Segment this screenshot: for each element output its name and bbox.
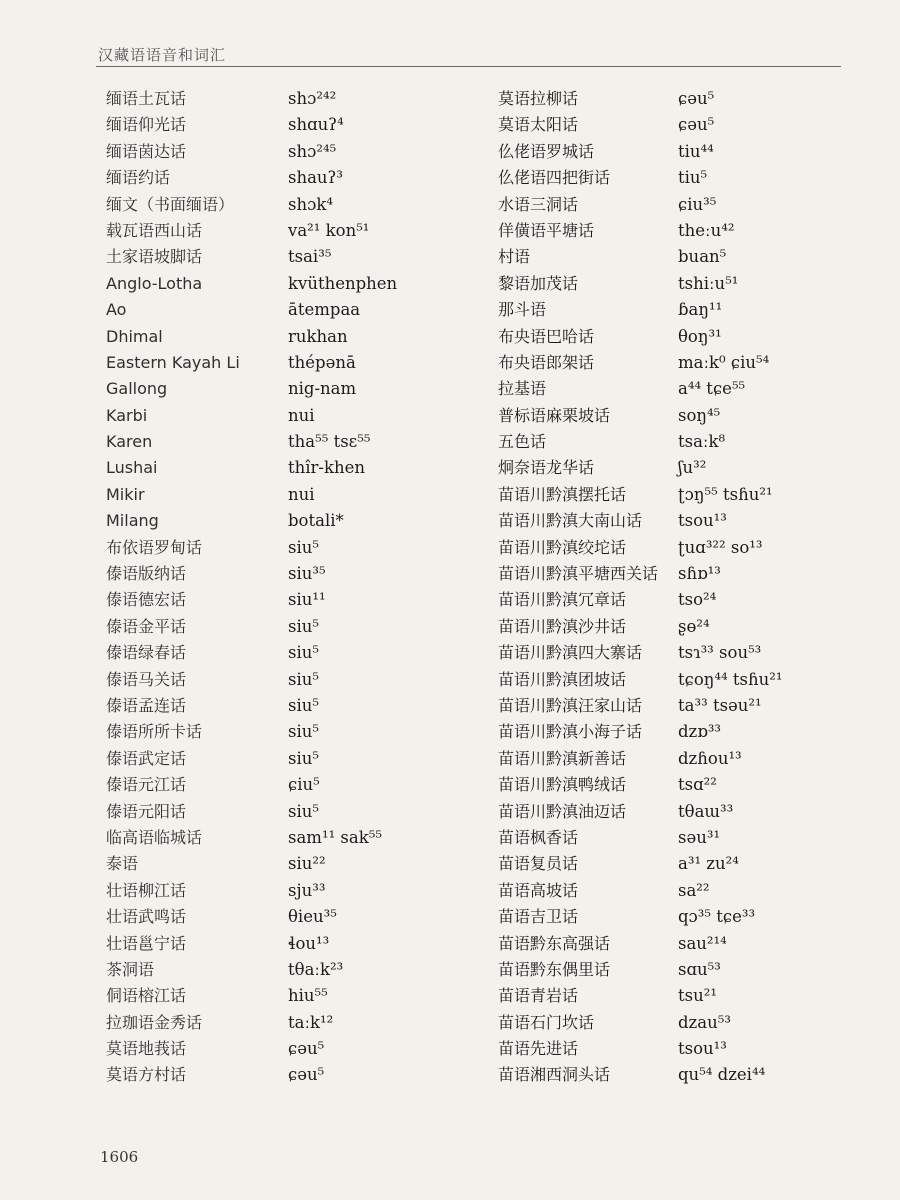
word-form: ʈuɑ³²² so¹³ bbox=[678, 537, 763, 557]
language-name: 五色话 bbox=[498, 432, 547, 452]
word-entry bbox=[106, 746, 486, 772]
language-name: 缅语约话 bbox=[106, 168, 171, 188]
header-rule bbox=[96, 66, 841, 67]
word-entry bbox=[498, 297, 838, 323]
word-form: siu⁵ bbox=[288, 643, 319, 663]
word-entry bbox=[106, 878, 486, 904]
language-name: 苗语川黔滇绞坨话 bbox=[498, 537, 627, 557]
language-name: 苗语川黔滇平塘西关话 bbox=[498, 564, 659, 584]
language-name: 苗语川黔滇新善话 bbox=[498, 748, 627, 768]
word-entry bbox=[498, 165, 838, 191]
language-name: Ao bbox=[106, 300, 127, 320]
word-entry bbox=[106, 297, 486, 323]
word-form: buan⁵ bbox=[678, 247, 727, 267]
word-form: ɕəu⁵ bbox=[678, 115, 715, 135]
word-form: dzɦou¹³ bbox=[678, 748, 742, 768]
word-entry bbox=[106, 508, 486, 534]
language-name: 苗语先进话 bbox=[498, 1039, 579, 1059]
word-form: səu³¹ bbox=[678, 827, 721, 847]
word-form: ātempaa bbox=[288, 300, 361, 320]
language-name: 仫佬语罗城话 bbox=[498, 141, 595, 161]
language-name: 缅语土瓦话 bbox=[106, 89, 187, 108]
word-form: hiu⁵⁵ bbox=[288, 986, 328, 1006]
language-name: 莫语方村话 bbox=[106, 1065, 187, 1085]
word-form: sɦɒ¹³ bbox=[678, 564, 721, 584]
word-form: thîr-khen bbox=[288, 458, 366, 478]
word-entry bbox=[106, 587, 486, 613]
language-name: Eastern Kayah Li bbox=[106, 352, 240, 372]
language-name: 苗语青岩话 bbox=[498, 986, 579, 1006]
word-entry bbox=[498, 86, 838, 112]
word-entry bbox=[106, 482, 486, 508]
word-entry bbox=[498, 324, 838, 350]
language-name: 壮语武鸣话 bbox=[106, 907, 187, 927]
page-header bbox=[96, 40, 836, 70]
word-entry bbox=[498, 878, 838, 904]
language-name: 苗语川黔滇鸭绒话 bbox=[498, 775, 627, 795]
language-name: 拉珈语金秀话 bbox=[106, 1012, 203, 1032]
word-entry bbox=[498, 1010, 838, 1036]
word-entry bbox=[498, 719, 838, 745]
language-name: Milang bbox=[106, 511, 159, 531]
language-name: 傣语德宏话 bbox=[106, 590, 187, 610]
word-entry bbox=[106, 271, 486, 297]
language-name: 傣语武定话 bbox=[106, 748, 187, 768]
word-entry bbox=[106, 165, 486, 191]
word-entry bbox=[498, 403, 838, 429]
language-name: 缅文（书面缅语） bbox=[106, 194, 235, 214]
language-name: 傣语所所卡话 bbox=[106, 722, 203, 742]
language-name: 苗语川黔滇小海子话 bbox=[498, 722, 643, 742]
word-entry bbox=[106, 86, 486, 112]
word-entry bbox=[106, 693, 486, 719]
word-entry bbox=[498, 693, 838, 719]
word-entry bbox=[498, 851, 838, 877]
word-entry bbox=[498, 640, 838, 666]
word-entry bbox=[106, 535, 486, 561]
word-entry bbox=[106, 957, 486, 983]
word-entry bbox=[498, 746, 838, 772]
left-column bbox=[106, 86, 486, 1089]
language-name: Mikir bbox=[106, 484, 145, 504]
word-entry bbox=[498, 482, 838, 508]
word-entry bbox=[106, 112, 486, 138]
word-form: ɕiu⁵ bbox=[288, 775, 320, 795]
word-form: shauʔ³ bbox=[288, 168, 344, 188]
word-form: siu⁵ bbox=[288, 616, 319, 636]
word-entry bbox=[106, 1010, 486, 1036]
language-name: 莫语拉柳话 bbox=[498, 89, 579, 108]
language-name: 炯奈语龙华话 bbox=[498, 458, 595, 478]
word-form: siu¹¹ bbox=[288, 590, 326, 610]
word-form: ɕiu³⁵ bbox=[678, 194, 717, 214]
word-entry bbox=[106, 403, 486, 429]
word-entry bbox=[106, 983, 486, 1009]
word-form: shɔ²⁴² bbox=[288, 89, 337, 108]
word-form: tsɑ²² bbox=[678, 775, 717, 795]
word-form: sau²¹⁴ bbox=[678, 933, 727, 953]
word-form: tsai³⁵ bbox=[288, 247, 332, 267]
word-entry bbox=[498, 983, 838, 1009]
word-form: dzau⁵³ bbox=[678, 1012, 731, 1032]
word-form: siu²² bbox=[288, 854, 326, 874]
word-entry bbox=[106, 139, 486, 165]
word-entry bbox=[106, 825, 486, 851]
language-name: 临高语临城话 bbox=[106, 827, 203, 847]
language-name: 苗语复员话 bbox=[498, 854, 579, 874]
word-form: shɔ²⁴⁵ bbox=[288, 141, 337, 161]
word-entry bbox=[498, 904, 838, 930]
word-entry bbox=[106, 376, 486, 402]
word-entry bbox=[498, 218, 838, 244]
word-form: nig-nam bbox=[288, 379, 357, 399]
word-form: tshiːu⁵¹ bbox=[678, 273, 739, 293]
language-name: 载瓦语西山话 bbox=[106, 220, 203, 240]
language-name: 土家语坡脚话 bbox=[106, 247, 203, 267]
language-name: 傣语孟连话 bbox=[106, 695, 187, 715]
word-form: a⁴⁴ tɕe⁵⁵ bbox=[678, 379, 746, 399]
language-name: 仫佬语四把街话 bbox=[498, 168, 611, 188]
language-name: 水语三洞话 bbox=[498, 194, 579, 214]
word-form: dzɒ³³ bbox=[678, 722, 722, 742]
language-name: 苗语川黔滇团坡话 bbox=[498, 669, 627, 689]
language-name: 村语 bbox=[498, 247, 531, 267]
language-name: 缅语仰光话 bbox=[106, 115, 187, 135]
language-name: 苗语川黔滇油迈话 bbox=[498, 801, 627, 821]
language-name: 茶洞语 bbox=[106, 959, 155, 979]
word-entry bbox=[106, 244, 486, 270]
word-form: qu⁵⁴ dzei⁴⁴ bbox=[678, 1065, 766, 1085]
word-entry bbox=[106, 772, 486, 798]
word-form: tiu⁴⁴ bbox=[678, 141, 714, 161]
language-name: 侗语榕江话 bbox=[106, 986, 187, 1006]
word-form: sa²² bbox=[678, 880, 710, 900]
language-name: 傣语绿春话 bbox=[106, 643, 187, 663]
word-form: tiu⁵ bbox=[678, 168, 708, 188]
language-name: 傣语马关话 bbox=[106, 669, 187, 689]
word-form: siu⁵ bbox=[288, 537, 319, 557]
language-name: 苗语川黔滇四大寨话 bbox=[498, 643, 643, 663]
word-form: tsaːk⁸ bbox=[678, 432, 726, 452]
word-entry bbox=[498, 508, 838, 534]
language-name: 泰语 bbox=[106, 854, 139, 874]
word-entry bbox=[106, 851, 486, 877]
language-name: 壮语柳江话 bbox=[106, 880, 187, 900]
word-form: theːu⁴² bbox=[678, 220, 735, 240]
word-entry bbox=[106, 192, 486, 218]
language-name: 傣语元江话 bbox=[106, 775, 187, 795]
word-entry bbox=[498, 561, 838, 587]
word-form: taːk¹² bbox=[288, 1012, 334, 1032]
word-entry bbox=[498, 825, 838, 851]
word-form: tsɿ³³ sou⁵³ bbox=[678, 643, 762, 663]
word-entry bbox=[106, 455, 486, 481]
word-form: tsou¹³ bbox=[678, 1039, 727, 1059]
word-entry bbox=[106, 640, 486, 666]
language-name: 壮语邕宁话 bbox=[106, 933, 187, 953]
language-name: 普标语麻栗坡话 bbox=[498, 405, 611, 425]
word-form: siu⁵ bbox=[288, 801, 319, 821]
word-form: ɕəu⁵ bbox=[678, 89, 715, 108]
language-name: 佯僙语平塘话 bbox=[498, 220, 595, 240]
word-form: tsou¹³ bbox=[678, 511, 727, 531]
word-form: siu³⁵ bbox=[288, 564, 326, 584]
word-form: nui bbox=[288, 405, 315, 425]
language-name: Karen bbox=[106, 432, 153, 452]
language-name: 苗语吉卫话 bbox=[498, 907, 579, 927]
language-name: 布央语巴哈话 bbox=[498, 326, 595, 346]
word-entry bbox=[106, 719, 486, 745]
language-name: 苗语枫香话 bbox=[498, 827, 579, 847]
word-form: thépənā bbox=[288, 352, 356, 372]
language-name: 莫语太阳话 bbox=[498, 115, 579, 135]
word-entry bbox=[498, 376, 838, 402]
word-form: siu⁵ bbox=[288, 722, 319, 742]
word-form: shɑuʔ⁴ bbox=[288, 115, 344, 135]
word-entry bbox=[498, 112, 838, 138]
word-entry bbox=[106, 667, 486, 693]
language-name: 苗语湘西洞头话 bbox=[498, 1065, 611, 1085]
language-name: Karbi bbox=[106, 405, 148, 425]
language-name: 苗语川黔滇大南山话 bbox=[498, 511, 643, 531]
word-entry bbox=[498, 139, 838, 165]
word-entry bbox=[498, 350, 838, 376]
word-form: soŋ⁴⁵ bbox=[678, 405, 721, 425]
language-name: 布依语罗甸话 bbox=[106, 537, 203, 557]
right-column bbox=[498, 86, 838, 1089]
word-entry bbox=[498, 614, 838, 640]
word-entry bbox=[498, 271, 838, 297]
language-name: 苗语川黔滇冗章话 bbox=[498, 590, 627, 610]
language-name: 苗语黔东偶里话 bbox=[498, 959, 611, 979]
language-name: 缅语茵达话 bbox=[106, 141, 187, 161]
language-name: 拉基语 bbox=[498, 379, 547, 399]
word-entry bbox=[106, 1036, 486, 1062]
language-name: Anglo-Lotha bbox=[106, 273, 203, 293]
language-name: 傣语金平话 bbox=[106, 616, 187, 636]
language-name: 苗语黔东高强话 bbox=[498, 933, 611, 953]
language-name: 傣语版纳话 bbox=[106, 564, 187, 584]
word-entry bbox=[106, 324, 486, 350]
word-form: tha⁵⁵ tsɛ⁵⁵ bbox=[288, 432, 371, 452]
word-form: nui bbox=[288, 484, 315, 504]
word-form: θieu³⁵ bbox=[288, 907, 337, 927]
word-entry bbox=[498, 429, 838, 455]
language-name: Gallong bbox=[106, 379, 168, 399]
word-form: botali* bbox=[288, 511, 344, 531]
word-entry bbox=[498, 244, 838, 270]
word-entry bbox=[498, 799, 838, 825]
language-name: 苗语川黔滇汪家山话 bbox=[498, 695, 643, 715]
word-entry bbox=[106, 931, 486, 957]
word-entry bbox=[106, 614, 486, 640]
language-name: 苗语高坡话 bbox=[498, 880, 579, 900]
word-form: ɬou¹³ bbox=[288, 933, 330, 953]
word-form: ɕəu⁵ bbox=[288, 1039, 325, 1059]
word-form: siu⁵ bbox=[288, 695, 319, 715]
language-name: 苗语石门坎话 bbox=[498, 1012, 595, 1032]
word-form: shɔk⁴ bbox=[288, 194, 333, 214]
language-name: Lushai bbox=[106, 458, 158, 478]
word-form: sju³³ bbox=[288, 880, 326, 900]
word-form: ɓaŋ¹¹ bbox=[678, 300, 723, 320]
language-name: Dhimal bbox=[106, 326, 163, 346]
running-head: 汉藏语语音和词汇 bbox=[98, 46, 227, 64]
word-entry bbox=[498, 957, 838, 983]
word-entry bbox=[498, 192, 838, 218]
word-form: tθaɯ³³ bbox=[678, 801, 734, 821]
word-entry bbox=[498, 587, 838, 613]
word-form: siu⁵ bbox=[288, 669, 319, 689]
word-form: sam¹¹ sak⁵⁵ bbox=[288, 827, 382, 847]
word-form: ɕəu⁵ bbox=[288, 1065, 325, 1085]
word-form: ta³³ tsəu²¹ bbox=[678, 695, 762, 715]
word-entry bbox=[106, 350, 486, 376]
word-entry bbox=[498, 1062, 838, 1088]
word-form: rukhan bbox=[288, 326, 348, 346]
word-form: kvüthenphen bbox=[288, 273, 398, 293]
word-entry bbox=[106, 429, 486, 455]
word-form: ʈɔŋ⁵⁵ tsɦu²¹ bbox=[678, 484, 773, 504]
word-form: θoŋ³¹ bbox=[678, 326, 722, 346]
word-form: tso²⁴ bbox=[678, 590, 717, 610]
word-entry bbox=[498, 772, 838, 798]
word-entry bbox=[106, 799, 486, 825]
word-entry bbox=[106, 218, 486, 244]
word-form: va²¹ kon⁵¹ bbox=[288, 220, 370, 240]
word-entry bbox=[106, 1062, 486, 1088]
language-name: 布央语郎架话 bbox=[498, 352, 595, 372]
word-form: qɔ³⁵ tɕe³³ bbox=[678, 907, 756, 927]
language-name: 苗语川黔滇沙井话 bbox=[498, 616, 627, 636]
word-form: tsu²¹ bbox=[678, 986, 717, 1006]
word-form: sɑu⁵³ bbox=[678, 959, 721, 979]
language-name: 那斗语 bbox=[498, 300, 547, 320]
word-entry bbox=[498, 1036, 838, 1062]
language-name: 傣语元阳话 bbox=[106, 801, 187, 821]
word-entry bbox=[106, 561, 486, 587]
word-entry bbox=[498, 535, 838, 561]
word-entry bbox=[498, 667, 838, 693]
word-entry bbox=[498, 455, 838, 481]
word-form: siu⁵ bbox=[288, 748, 319, 768]
language-name: 黎语加茂话 bbox=[498, 273, 579, 293]
word-form: ʃu³² bbox=[678, 458, 707, 478]
language-name: 苗语川黔滇摆托话 bbox=[498, 484, 627, 504]
language-name: 莫语地莪话 bbox=[106, 1039, 187, 1059]
word-entry bbox=[498, 931, 838, 957]
word-entry bbox=[106, 904, 486, 930]
word-form: a³¹ zu²⁴ bbox=[678, 854, 739, 874]
word-form: ʂɵ²⁴ bbox=[678, 616, 710, 636]
word-form: tɕoŋ⁴⁴ tsɦu²¹ bbox=[678, 669, 783, 689]
word-form: maːk⁰ ɕiu⁵⁴ bbox=[678, 352, 770, 372]
page-number: 1606 bbox=[100, 1148, 139, 1166]
word-form: tθaːk²³ bbox=[288, 959, 344, 979]
